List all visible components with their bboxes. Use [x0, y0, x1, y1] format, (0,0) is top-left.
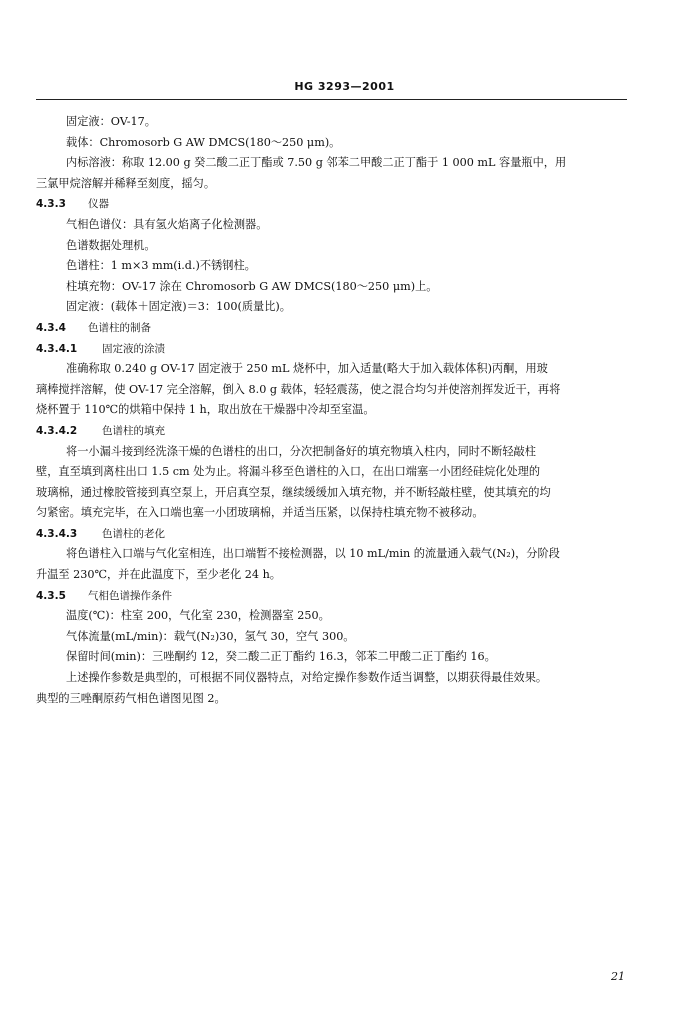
paragraph-line: 色谱柱：1 m×3 mm(i.d.)不锈钢柱。 — [66, 259, 256, 273]
section-heading-4-3-4-3 — [36, 524, 629, 545]
section-heading-4-3-4-2 — [36, 421, 629, 442]
paragraph-line: 气体流量(mL/min)：载气(N₂)30，氢气 30，空气 300。 — [66, 629, 355, 643]
paragraph-line: 固定液：OV-17。 — [66, 115, 156, 128]
paragraph-line: 载体：Chromosorb G AW DMCS(180～250 μm)。 — [66, 135, 341, 149]
paragraph-line: 将一小漏斗接到经洗涤干燥的色谱柱的出口，分次把制备好的填充物填入柱内，同时不断轻敲柱 — [66, 444, 536, 458]
section-title: 色谱柱的填充 — [102, 424, 165, 437]
paragraph-line: 内标溶液：称取 12.00 g 癸二酸二正丁酯或 7.50 g 邻苯二甲酸二正丁酯于 1 000 mL 容量瓶中，用 — [66, 156, 567, 170]
document-body — [36, 112, 629, 709]
section-title: 色谱柱的制备 — [88, 321, 151, 334]
paragraph-line: 匀紧密。填充完毕，在入口端也塞一小团玻璃棉，并适当压紧，以保持柱填充物不被移动。 — [36, 506, 484, 520]
paragraph-line: 固定液：(载体＋固定液)＝3：100(质量比)。 — [66, 300, 291, 314]
paragraph-line: 烧杯置于 110℃的烘箱中保持 1 h，取出放在干燥器中冷却至室温。 — [36, 403, 375, 417]
paragraph-line: 保留时间(min)：三唑酮约 12，癸二酸二正丁酯约 16.3，邻苯二甲酸二正丁酯约 16。 — [66, 650, 496, 664]
section-title: 色谱柱的老化 — [102, 527, 165, 540]
paragraph-line: 上述操作参数是典型的，可根据不同仪器特点，对给定操作参数作适当调整，以期获得最佳效果。 — [66, 671, 548, 685]
paragraph-line: 柱填充物：OV-17 涂在 Chromosorb G AW DMCS(180～250 μm)上。 — [66, 279, 438, 293]
paragraph-line: 典型的三唑酮原药气相色谱图见图 2。 — [36, 691, 226, 705]
paragraph-line: 气相色谱仪：具有氢火焰离子化检测器。 — [66, 217, 268, 231]
paragraph-line: 温度(℃)：柱室 200，气化室 230，检测器室 250。 — [66, 609, 330, 623]
section-number: 4.3.4.3 — [36, 527, 78, 540]
paragraph-line: 将色谱柱入口端与气化室相连，出口端暂不接检测器，以 10 mL/min 的流量通入载气(N₂)，分阶段 — [66, 547, 560, 561]
page-number: 21 — [611, 970, 625, 983]
section-title: 仪器 — [88, 198, 109, 211]
section-number: 4.3.4 — [36, 321, 66, 334]
paragraph-line: 三氯甲烷溶解并稀释至刻度，摇匀。 — [36, 176, 216, 190]
section-heading-4-3-4-1 — [36, 339, 629, 360]
paragraph-line: 壁，直至填到离柱出口 1.5 cm 处为止。将漏斗移至色谱柱的入口，在出口端塞一小团经硅烷化处理的 — [36, 465, 541, 479]
standard-number-header: HG 3293—2001 — [294, 80, 395, 93]
paragraph-line: 色谱数据处理机。 — [66, 238, 156, 252]
section-heading-4-3-3 — [36, 194, 629, 215]
paragraph-line: 升温至 230℃，并在此温度下，至少老化 24 h。 — [36, 568, 281, 582]
header-rule — [36, 99, 627, 100]
section-number: 4.3.4.2 — [36, 424, 78, 437]
section-number: 4.3.5 — [36, 589, 66, 602]
paragraph-line: 玻璃棉，通过橡胶管接到真空泵上，开启真空泵，继续缓缓加入填充物，并不断轻敲柱壁，使其填充的均 — [36, 485, 551, 499]
section-heading-4-3-4 — [36, 318, 629, 339]
section-number: 4.3.4.1 — [36, 342, 78, 355]
section-heading-4-3-5 — [36, 586, 629, 607]
section-title: 固定液的涂渍 — [102, 342, 165, 355]
section-title: 气相色谱操作条件 — [88, 589, 172, 602]
section-number: 4.3.3 — [36, 198, 66, 211]
paragraph-line: 璃棒搅拌溶解，使 OV-17 完全溶解，倒入 8.0 g 载体，轻轻震荡，使之混合均匀并使溶剂挥发近干，再将 — [36, 382, 561, 396]
paragraph-line: 准确称取 0.240 g OV-17 固定液于 250 mL 烧杯中，加入适量(略大于加入载体体积)丙酮，用玻 — [66, 362, 548, 376]
